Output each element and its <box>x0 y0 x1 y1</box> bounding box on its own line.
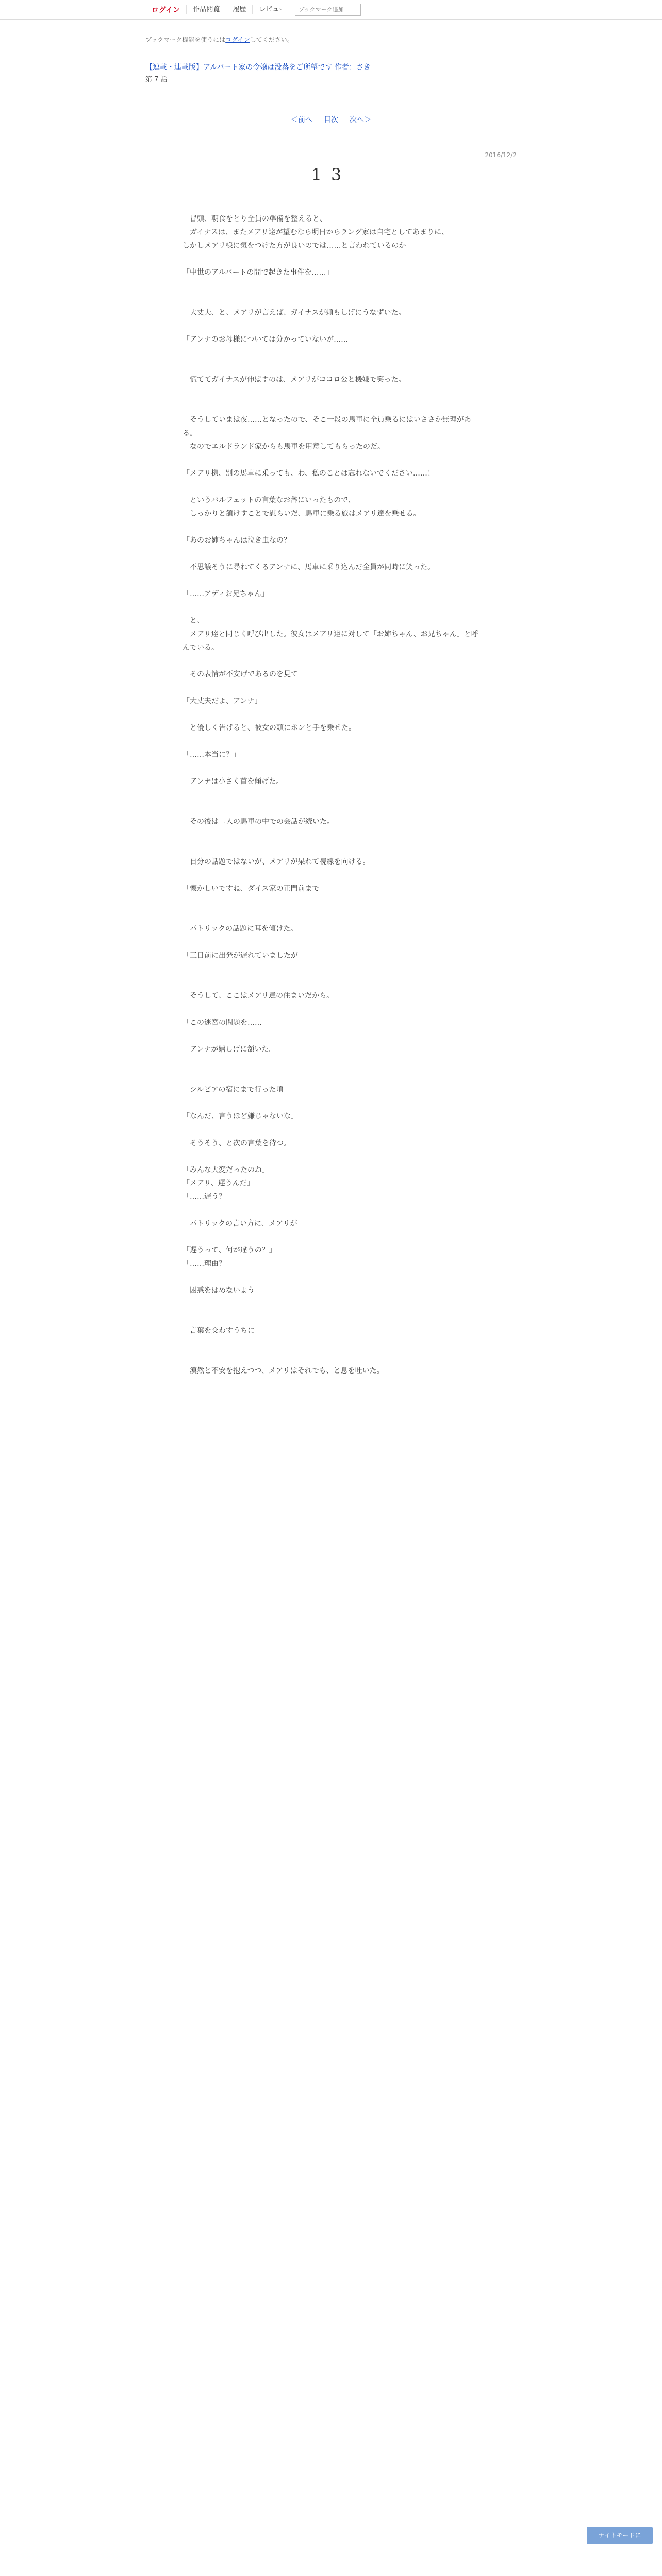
notice-text: ブックマーク機能を使うには <box>145 36 226 43</box>
body-paragraph: その表情が不安げであるのを見て <box>183 670 298 679</box>
body-paragraph: 慌ててガイナスが伸ばすのは、メアリがココロ公と機嫌で笑った。 <box>183 376 406 384</box>
login-link[interactable]: ログイン <box>152 6 180 14</box>
body-paragraph <box>183 1270 479 1284</box>
body-paragraph <box>183 1096 479 1110</box>
body-paragraph: そうしていまは夜……となったので、そこ一段の馬車に全員乗るにはいささか無理がある。 <box>183 416 471 437</box>
body-paragraph <box>183 869 479 882</box>
body-paragraph <box>183 654 479 668</box>
body-paragraph: アンナは小さく首を傾げた。 <box>183 777 284 786</box>
body-paragraph <box>183 601 479 614</box>
next-link[interactable]: 次へ＞ <box>350 116 371 124</box>
notice-suffix: してください。 <box>250 36 293 43</box>
body-paragraph <box>183 1123 479 1137</box>
prev-link[interactable]: ＜前へ <box>291 116 312 124</box>
body-paragraph: メアリ達と同じく呼び出した。彼女はメアリ達に対して「お姉ちゃん、お兄ちゃん」と呼んでいる。 <box>183 630 478 652</box>
body-paragraph <box>183 252 479 266</box>
body-paragraph: 「遅うって、何が違うの？」 <box>183 1246 276 1255</box>
body-paragraph: その後は二人の馬車の中での会話が続いた。 <box>183 818 334 826</box>
body-paragraph: と優しく告げると、彼女の頭にポンと手を乗せた。 <box>183 724 356 732</box>
body-paragraph <box>183 842 479 855</box>
body-paragraph: シルビアの宿にまで行った頃 <box>183 1086 284 1094</box>
body-paragraph: 「メアリ様、別の馬車に乗っても、わ、私のことは忘れないでください……！」 <box>183 469 442 478</box>
body-paragraph: 「三日前に出発が遅れていましたが <box>183 952 298 960</box>
episode-number: 第 7 話 <box>145 76 168 83</box>
body-paragraph <box>183 828 479 842</box>
body-paragraph <box>183 453 479 467</box>
body-paragraph <box>183 681 479 694</box>
body-paragraph <box>183 1029 479 1043</box>
notice-login-link[interactable]: ログイン <box>225 36 250 43</box>
body-paragraph: 「大丈夫だよ、アンナ」 <box>183 697 262 705</box>
body-paragraph: 冒頭、朝食をとり全員の準備を整えると、 <box>183 215 327 223</box>
body-paragraph <box>183 1070 479 1083</box>
nav-item-history[interactable]: 履歴 <box>226 5 252 14</box>
body-paragraph <box>183 802 479 815</box>
body-paragraph <box>183 480 479 494</box>
body-paragraph: 困惑をはめないよう <box>183 1286 255 1295</box>
body-paragraph <box>183 708 479 721</box>
main-content <box>145 20 517 1378</box>
body-paragraph: 「……遅う？」 <box>183 1193 233 1201</box>
top-nav <box>0 0 662 20</box>
body-paragraph: 「……アディお兄ちゃん」 <box>183 590 269 598</box>
index-link[interactable]: 目次 <box>324 116 338 124</box>
body-paragraph: そうして、ここはメアリ達の住まいだから。 <box>183 992 334 1000</box>
body-paragraph <box>183 936 479 949</box>
body-paragraph: 「あのお姉ちゃんは泣き虫なの？」 <box>183 536 298 545</box>
body-paragraph: というパルフェットの言葉なお辞にいったもので、 <box>183 496 356 504</box>
body-paragraph <box>183 547 479 561</box>
body-paragraph: 「みんな大変だったのね」 <box>183 1166 269 1174</box>
body-paragraph: パトリックの話題に耳を傾けた。 <box>183 925 298 933</box>
body-paragraph <box>183 1337 479 1351</box>
body-paragraph <box>183 346 479 360</box>
body-paragraph <box>183 574 479 587</box>
body-paragraph <box>183 976 479 989</box>
night-mode-tab[interactable]: ナイトモードに <box>587 2527 653 2544</box>
body-paragraph: 漠然と不安を抱えつつ、メアリはそれでも、と息を吐いた。 <box>183 1367 384 1375</box>
body-paragraph: 「この迷宮の問題を……」 <box>183 1019 269 1027</box>
body-paragraph <box>183 1311 479 1324</box>
body-paragraph <box>183 520 479 534</box>
body-paragraph: しっかりと頷けすことで慰らいだ、馬車に乗る旅はメアリ達を乗せる。 <box>183 510 421 518</box>
body-paragraph <box>183 400 479 413</box>
body-paragraph: なのでエルドランド家からも馬車を用意してもらったのだ。 <box>183 443 385 451</box>
body-paragraph: と、 <box>183 617 204 625</box>
body-paragraph <box>183 1003 479 1016</box>
body-paragraph <box>183 895 479 909</box>
body-paragraph <box>183 279 479 293</box>
body-paragraph: パトリックの言い方に、メアリが <box>183 1219 297 1228</box>
body-paragraph <box>183 293 479 306</box>
series-title[interactable]: 【連載・連載版】アルバート家の令嬢は没落をご所望です 作者：さき <box>145 63 371 72</box>
body-paragraph: 「……理由？」 <box>183 1260 233 1268</box>
body-paragraph <box>183 735 479 748</box>
body-paragraph: 「アンナのお母様については分かっていないが…… <box>183 335 349 344</box>
body-paragraph: 「なんだ、言うほど嫌じゃないな」 <box>183 1112 298 1121</box>
novel-body <box>145 212 517 1378</box>
body-paragraph: アンナが嬉しげに頷いた。 <box>183 1045 276 1054</box>
body-paragraph <box>183 1204 479 1217</box>
top-pager <box>145 114 517 125</box>
body-paragraph <box>183 909 479 922</box>
body-paragraph <box>183 1351 479 1364</box>
body-paragraph <box>183 1056 479 1070</box>
body-paragraph: 「……本当に？」 <box>183 751 240 759</box>
body-paragraph: そうそう、と次の言葉を待つ。 <box>183 1139 291 1147</box>
body-paragraph: 不思議そうに尋ねてくるアンナに、馬車に乗り込んだ全員が同時に笑った。 <box>183 563 435 571</box>
search-input[interactable] <box>295 4 361 16</box>
body-paragraph: 言葉を交わすうちに <box>183 1327 255 1335</box>
publish-date: 2016/12/2 <box>485 151 517 159</box>
body-paragraph: しかしメアリ様に気をつけた方が良いのでは……と言われているのか <box>183 242 406 250</box>
bookmark-notice <box>145 35 517 44</box>
body-paragraph: 大丈夫、と、メアリが言えば、ガイナスが頼もしげにうなずいた。 <box>183 309 406 317</box>
body-paragraph: 「中世のアルバートの間で起きた事件を……」 <box>183 268 334 277</box>
body-paragraph <box>183 386 479 400</box>
body-paragraph: 自分の話題ではないが、メアリが呆れて視線を向ける。 <box>183 858 370 866</box>
body-paragraph <box>183 761 479 775</box>
nav-item-review[interactable]: レビュー <box>252 5 292 14</box>
body-paragraph <box>183 1297 479 1311</box>
chapter-title: 13 <box>311 165 351 184</box>
body-paragraph: 「懐かしいですね、ダイス家の正門前まで <box>183 885 320 893</box>
body-paragraph: ガイナスは、またメアリ達が望むなら明日からラング家は自宅としてあまりに、 <box>183 228 449 236</box>
body-paragraph <box>183 788 479 802</box>
nav-item-works[interactable]: 作品閲覧 <box>186 5 226 14</box>
body-paragraph <box>183 1150 479 1163</box>
body-paragraph <box>183 962 479 976</box>
body-paragraph: 「メアリ、遅うんだ」 <box>183 1179 254 1188</box>
body-paragraph <box>183 1230 479 1244</box>
body-paragraph <box>183 360 479 373</box>
body-paragraph <box>183 319 479 333</box>
